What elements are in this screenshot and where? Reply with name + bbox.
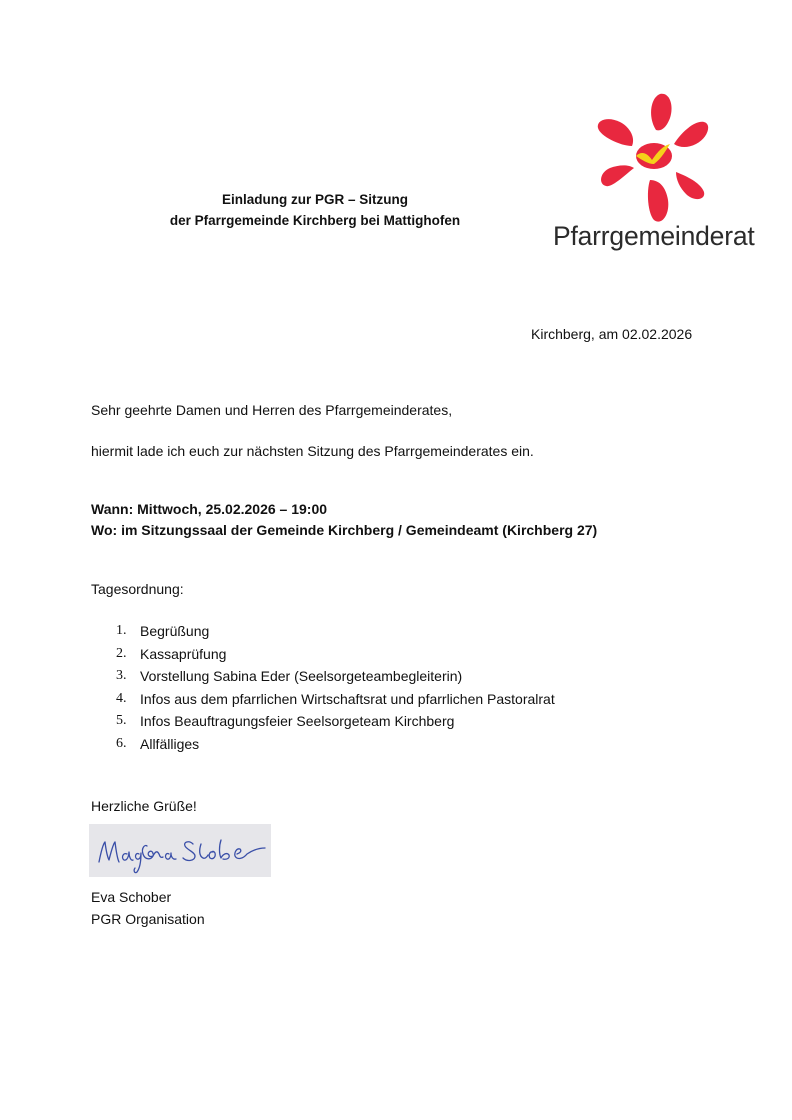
flower-petal-top <box>651 94 671 131</box>
flower-petal-upper-left <box>598 119 633 146</box>
agenda-heading: Tagesordnung: <box>91 581 184 597</box>
signatory-role: PGR Organisation <box>91 911 205 927</box>
flower-logo-icon <box>588 88 718 228</box>
agenda-item-text: Allfälliges <box>140 735 200 752</box>
agenda-item <box>91 733 555 756</box>
agenda-item <box>91 688 555 711</box>
agenda-item <box>91 620 555 643</box>
agenda-item-number: 2. <box>116 645 127 661</box>
closing-greeting: Herzliche Grüße! <box>91 798 197 814</box>
signatory-name: Eva Schober <box>91 889 172 905</box>
intro-text: hiermit lade ich euch zur nächsten Sitzung des Pfarrgemeinderates ein. <box>91 443 534 459</box>
title-line-2: der Pfarrgemeinde Kirchberg bei Mattighofen <box>169 213 461 228</box>
agenda-item <box>91 710 555 733</box>
agenda-item <box>91 643 555 666</box>
agenda-item-text: Begrüßung <box>140 623 210 639</box>
salutation: Sehr geehrte Damen und Herren des Pfarrgemeinderates, <box>91 402 453 418</box>
title-line-1: Einladung zur PGR – Sitzung <box>221 192 408 207</box>
meeting-where: Wo: im Sitzungssaal der Gemeinde Kirchberg / Gemeindeamt (Kirchberg 27) <box>91 522 598 538</box>
agenda-item-text: Infos aus dem pfarrlichen Wirtschaftsrat und pfarrlichen Pastoralrat <box>140 690 555 707</box>
document-title <box>140 189 490 231</box>
date-line: Kirchberg, am 02.02.2026 <box>531 326 693 342</box>
agenda-item-number: 6. <box>116 735 127 751</box>
agenda-item <box>91 665 555 688</box>
agenda-list <box>91 620 555 756</box>
flower-petal-bottom <box>648 180 668 222</box>
agenda-item-number: 3. <box>116 668 127 684</box>
pfarrgemeinderat-logo <box>548 88 768 268</box>
agenda-item-text: Vorstellung Sabina Eder (Seelsorgeteambegleiterin) <box>140 668 463 685</box>
logo-wordmark: Pfarrgemeinderat <box>553 221 755 251</box>
agenda-item-number: 1. <box>116 623 127 638</box>
agenda-item-text: Kassaprüfung <box>140 645 227 662</box>
agenda-item-number: 4. <box>116 690 127 706</box>
signature-icon <box>89 824 271 877</box>
flower-petal-left <box>601 165 634 186</box>
handwritten-signature <box>89 824 271 877</box>
agenda-item-text: Infos Beauftragungsfeier Seelsorgeteam Kirchberg <box>140 713 455 730</box>
flower-petal-right <box>676 172 704 199</box>
flower-petal-upper-right <box>674 122 708 147</box>
agenda-item-number: 5. <box>116 713 127 729</box>
meeting-when: Wann: Mittwoch, 25.02.2026 – 19:00 <box>91 501 328 517</box>
